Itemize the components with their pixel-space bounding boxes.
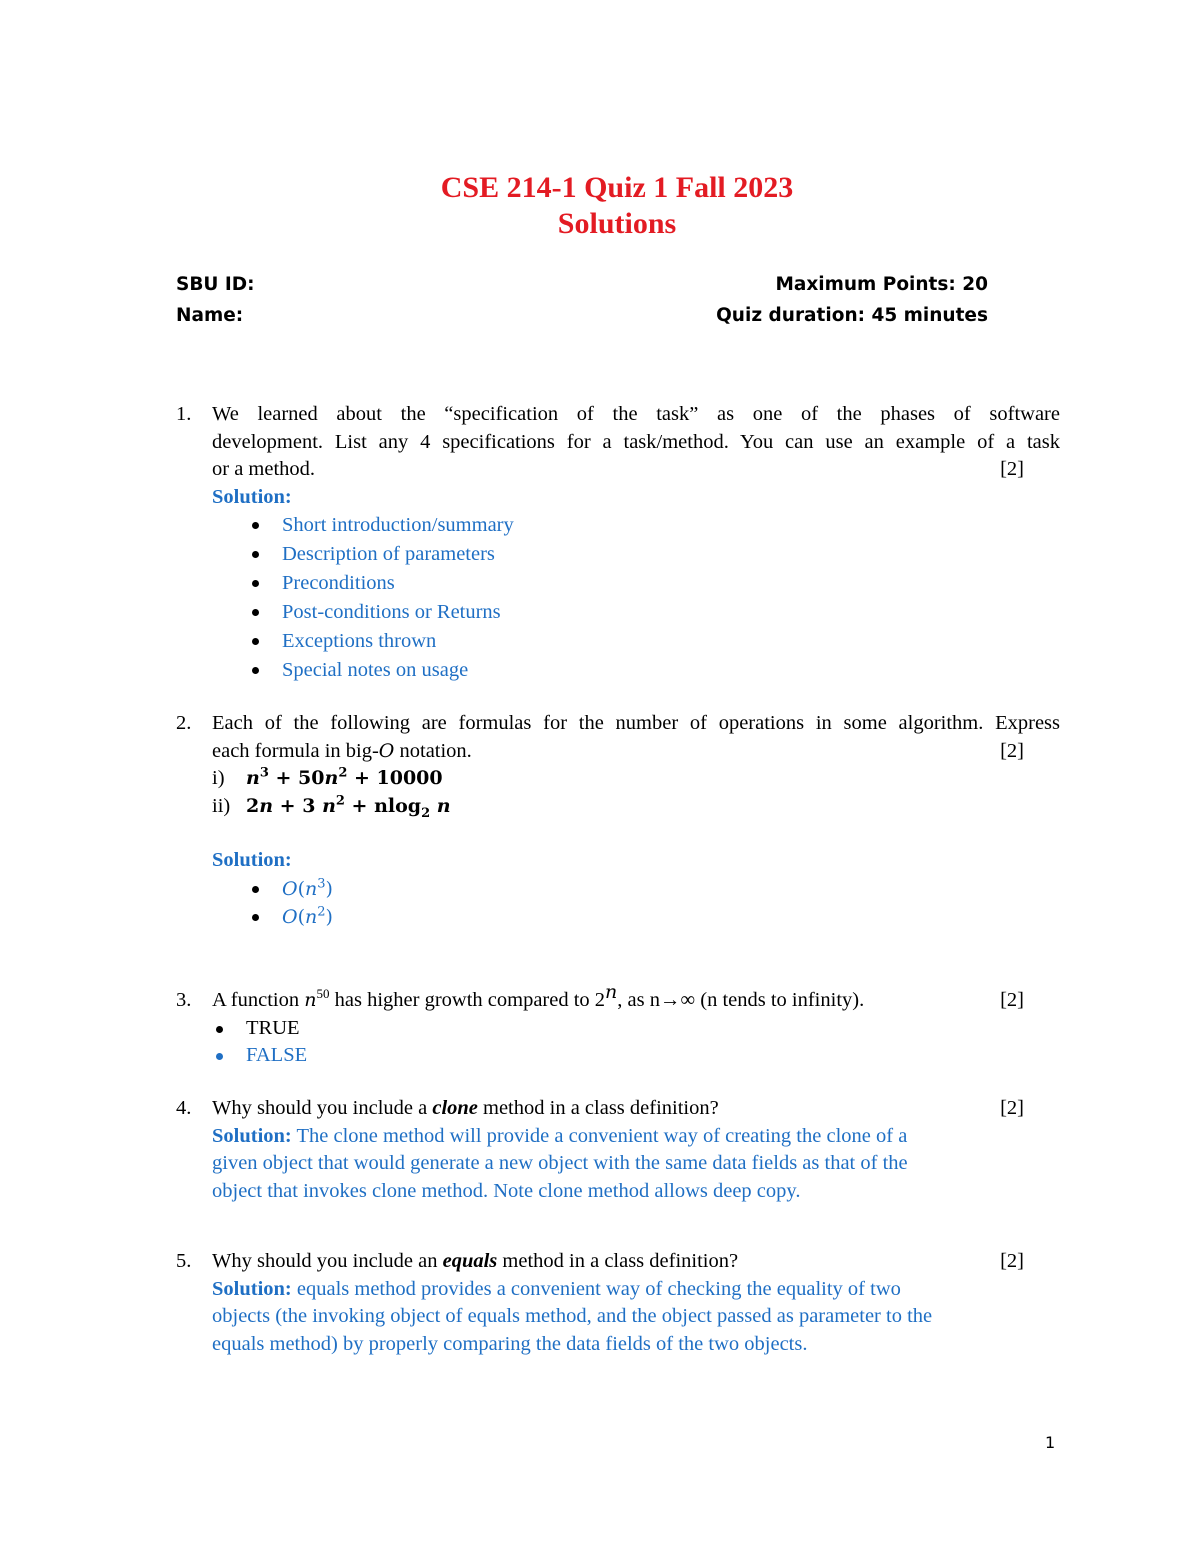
points-label: [2] xyxy=(1000,1250,1024,1272)
question-number: 4. xyxy=(176,1097,192,1119)
question-text: A function $n^{50}$ has higher growth compared to 2$^n$, as n→∞ (n tends to infinity). xyxy=(212,981,865,1011)
question-number: 3. xyxy=(176,989,192,1011)
option-true: TRUE xyxy=(212,1015,1060,1042)
question-text-line: Each of the following are formulas for the number of operations in some algorithm. Express xyxy=(212,712,1060,734)
solution-text: equals method) by properly comparing the data fields of the two objects. xyxy=(212,1332,808,1355)
list-item: Description of parameters xyxy=(212,540,1060,569)
max-points: Maximum Points: 20 xyxy=(775,274,988,295)
bullet-icon xyxy=(252,886,259,893)
solution-text: Solution: equals method provides a convenient way of checking the equality of two xyxy=(212,1277,901,1300)
question-text-line xyxy=(212,738,1060,766)
points-label: [2] xyxy=(1000,458,1024,480)
answer-options xyxy=(212,1015,1060,1069)
bullet-icon xyxy=(252,638,259,645)
points-label: [2] xyxy=(1000,1097,1024,1119)
points-label: [2] xyxy=(1000,989,1024,1011)
name-label: Name: xyxy=(176,305,244,326)
question-text-line: development. List any 4 specifications for a task/method. You can use an example of a task xyxy=(212,430,1060,453)
question-number: 5. xyxy=(176,1250,192,1272)
bullet-icon xyxy=(252,609,259,616)
formula-ii: ii) 2n + 3 $n^2 + nlog_2$ n xyxy=(212,793,451,821)
solution-list xyxy=(212,511,1060,684)
bullet-icon xyxy=(252,667,259,674)
list-item: Short introduction/summary xyxy=(212,511,1060,540)
list-item: Post-conditions or Returns xyxy=(212,598,1060,627)
quiz-duration: Quiz duration: 45 minutes xyxy=(716,305,988,326)
formula-i: i) $n^3 + 50n^2 + 10000$ xyxy=(212,765,443,789)
quiz-title: CSE 214-1 Quiz 1 Fall 2023 xyxy=(440,171,794,204)
bullet-icon xyxy=(252,522,259,529)
quiz-subtitle: Solutions xyxy=(557,207,677,240)
question-text-line xyxy=(212,456,1060,484)
solution-text: Solution: The clone method will provide a convenient way of creating the clone of a xyxy=(212,1124,908,1147)
option-false: FALSE xyxy=(212,1042,1060,1069)
question-text: Why should you include an equals method in a class definition? xyxy=(212,1250,739,1272)
question-5 xyxy=(176,1248,1060,1358)
solution-text: objects (the invoking object of equals method, and the object passed as parameter to the xyxy=(212,1305,933,1327)
list-item: $O(n^3)$ xyxy=(212,875,1060,904)
sbu-id-label: SBU ID: xyxy=(176,274,255,295)
list-item: Exceptions thrown xyxy=(212,627,1060,656)
bullet-icon xyxy=(252,551,259,558)
question-number: 2. xyxy=(176,712,192,734)
question-text-line: We learned about the “specification of the task” as one of the phases of software xyxy=(212,403,1060,425)
question-text-line xyxy=(212,1248,1060,1276)
points-label: [2] xyxy=(1000,739,1024,762)
question-1 xyxy=(176,401,1060,684)
bullet-icon xyxy=(252,580,259,587)
solution-label: Solution: xyxy=(212,485,292,508)
page-number: 1 xyxy=(1045,1433,1056,1452)
solution-label: Solution: xyxy=(212,849,292,871)
bullet-icon xyxy=(216,1053,223,1060)
solution-text: given object that would generate a new object with the same data fields as that of the xyxy=(212,1152,908,1174)
solution-list xyxy=(212,875,1060,933)
question-text: each formula in big-O notation. xyxy=(212,739,472,762)
question-3 xyxy=(176,981,1060,1069)
list-item: Preconditions xyxy=(212,569,1060,598)
bullet-icon xyxy=(252,914,259,921)
question-text: or a method. xyxy=(212,458,316,480)
question-2 xyxy=(176,710,1060,932)
question-number: 1. xyxy=(176,403,192,425)
solution-text: object that invokes clone method. Note clone method allows deep copy. xyxy=(212,1179,801,1202)
question-text-line xyxy=(212,1095,1060,1123)
question-text: Why should you include a clone method in a class definition? xyxy=(212,1097,719,1119)
bullet-icon xyxy=(216,1026,223,1033)
question-text-line xyxy=(212,981,1060,1015)
list-item: Special notes on usage xyxy=(212,656,1060,685)
list-item: $O(n^2)$ xyxy=(212,903,1060,932)
question-4 xyxy=(176,1095,1060,1205)
